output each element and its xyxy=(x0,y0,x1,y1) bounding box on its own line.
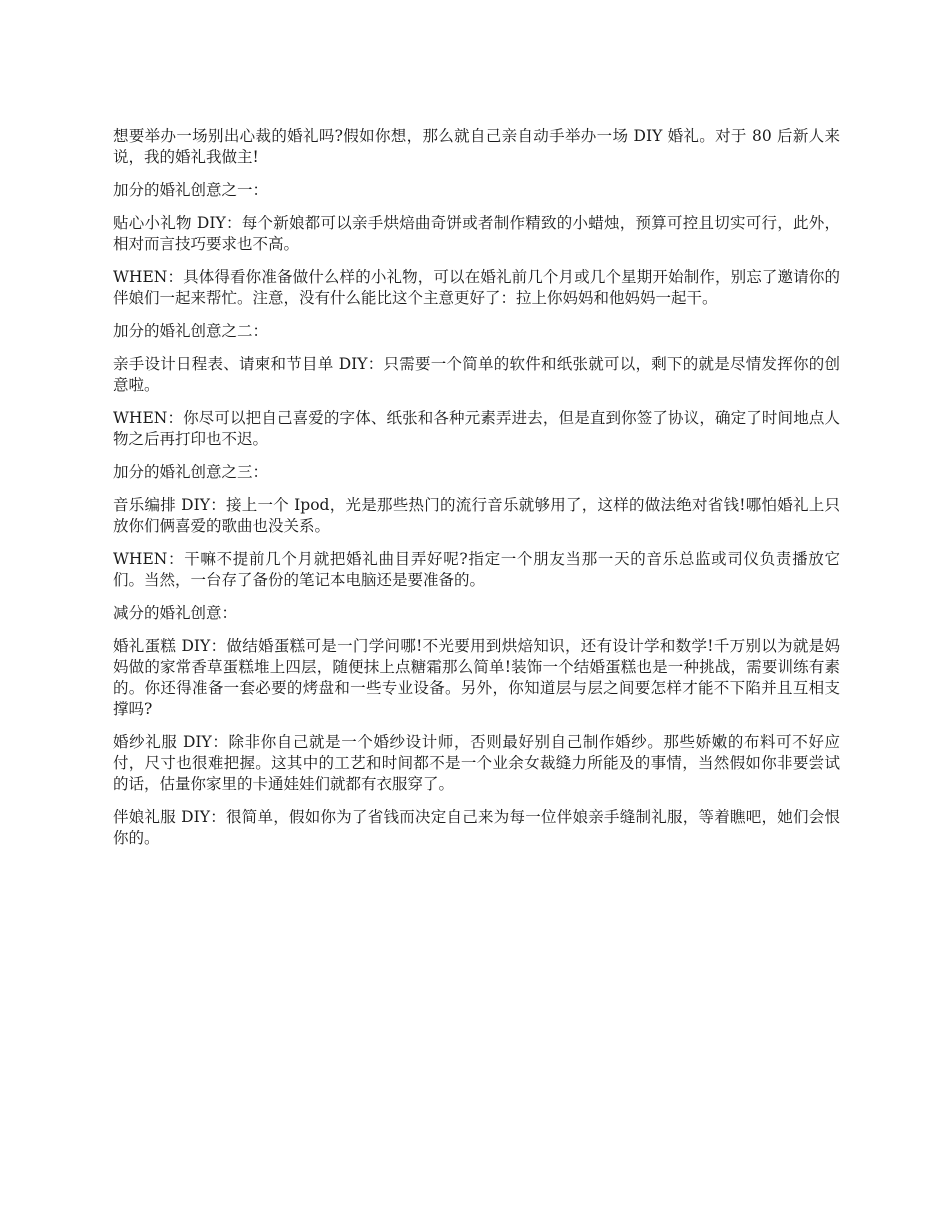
document-body xyxy=(113,126,840,861)
paragraph-gift-diy: 贴心小礼物 DIY：每个新娘都可以亲手烘焙曲奇饼或者制作精致的小蜡烛，预算可控且切实可行，此外，相对而言技巧要求也不高。 xyxy=(113,214,840,253)
heading-bonus-idea-1: 加分的婚礼创意之一： xyxy=(113,181,269,199)
heading-minus-ideas: 减分的婚礼创意： xyxy=(113,604,238,622)
paragraph-stationery-diy: 亲手设计日程表、请柬和节目单 DIY：只需要一个简单的软件和纸张就可以，剩下的就是尽情发挥你的创意啦。 xyxy=(113,355,840,394)
paragraph-music-diy: 音乐编排 DIY：接上一个 Ipod，光是那些热门的流行音乐就够用了，这样的做法绝对省钱!哪怕婚礼上只放你们俩喜爱的歌曲也没关系。 xyxy=(113,496,840,535)
paragraph-bridesmaid-dress-diy: 伴娘礼服 DIY：很简单，假如你为了省钱而决定自己来为每一位伴娘亲手缝制礼服，等着瞧吧，她们会恨你的。 xyxy=(113,808,840,847)
heading-bonus-idea-2: 加分的婚礼创意之二： xyxy=(113,322,269,340)
paragraph-stationery-when: WHEN：你尽可以把自己喜爱的字体、纸张和各种元素弄进去，但是直到你签了协议，确定了时间地点人物之后再打印也不迟。 xyxy=(113,409,840,448)
paragraph-music-when: WHEN：干嘛不提前几个月就把婚礼曲目弄好呢?指定一个朋友当那一天的音乐总监或司仪负责播放它们。当然，一台存了备份的笔记本电脑还是要准备的。 xyxy=(113,550,840,589)
paragraph-intro: 想要举办一场别出心裁的婚礼吗?假如你想，那么就自己亲自动手举办一场 DIY 婚礼。对于 80 后新人来说，我的婚礼我做主! xyxy=(113,127,840,166)
paragraph-gift-when: WHEN：具体得看你准备做什么样的小礼物，可以在婚礼前几个月或几个星期开始制作，别忘了邀请你的伴娘们一起来帮忙。注意，没有什么能比这个主意更好了：拉上你妈妈和他妈妈一起干。 xyxy=(113,268,840,307)
heading-bonus-idea-3: 加分的婚礼创意之三： xyxy=(113,463,269,481)
paragraph-cake-diy: 婚礼蛋糕 DIY：做结婚蛋糕可是一门学问哪!不光要用到烘焙知识，还有设计学和数学!千万别以为就是妈妈做的家常香草蛋糕堆上四层，随便抹上点糖霜那么简单!装饰一个结婚蛋糕也是一种挑战，需要训练有素的。你还得准备一套必要的烤盘和一些专业设备。另外，你知道层与层之间要怎样才能不下陷并且互相支撑吗? xyxy=(113,637,840,718)
paragraph-gown-diy: 婚纱礼服 DIY：除非你自己就是一个婚纱设计师，否则最好别自己制作婚纱。那些娇嫩的布料可不好应付，尺寸也很难把握。这其中的工艺和时间都不是一个业余女裁缝力所能及的事情，当然假如你非要尝试的话，估量你家里的卡通娃娃们就都有衣服穿了。 xyxy=(113,733,840,793)
